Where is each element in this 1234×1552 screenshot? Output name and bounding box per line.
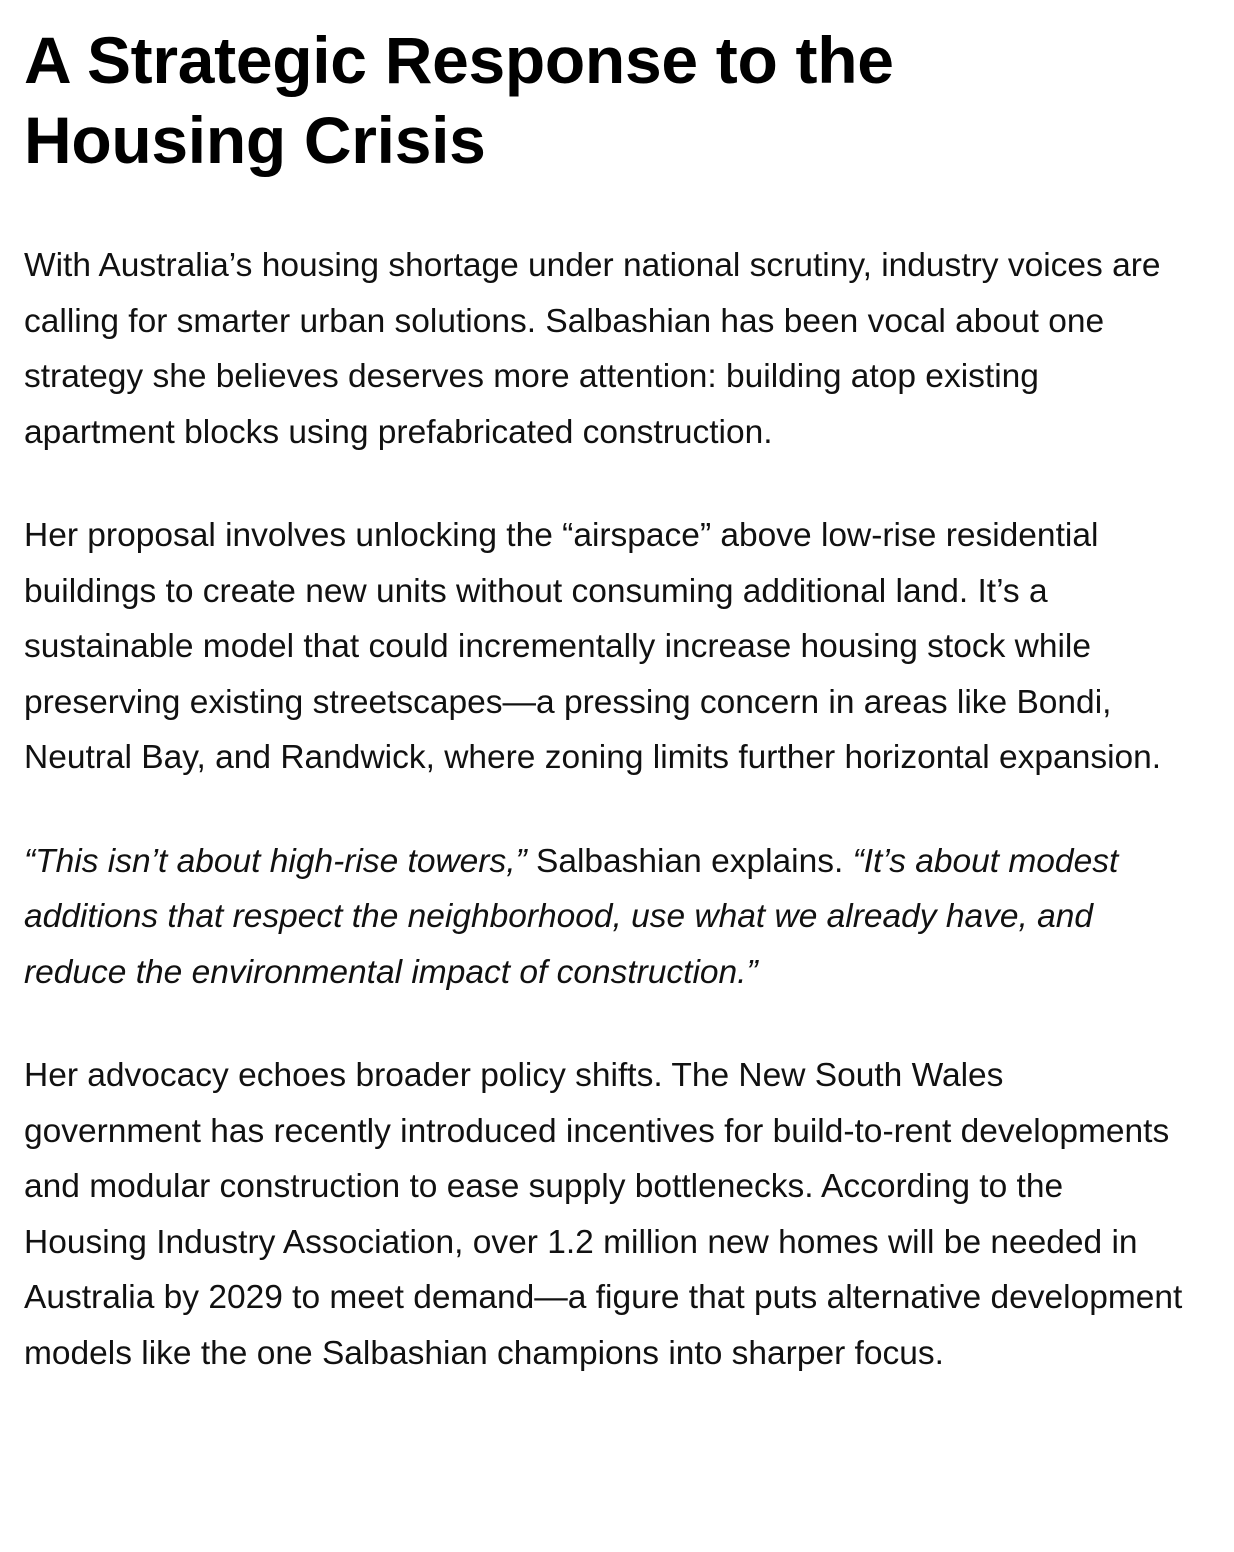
paragraph-housing-shortage: With Australia’s housing shortage under national scrutiny, industry voices are calling for smarter urban solutions. Salbashian has been vocal about one strategy she believes deserves more attention: building atop existing apartment blocks using prefabricated construction. [24, 247, 1161, 451]
quote-part-one: “This isn’t about high-rise towers,” [24, 842, 527, 880]
paragraph-airspace-proposal: Her proposal involves unlocking the “airspace” above low-rise residential buildings to create new units without consuming additional land. It’s a sustainable model that could incrementally increase housing stock while preserving existing streetscapes—a pressing concern in areas like Bondi, Neutral Bay, and Randwick, where zoning limits further horizontal expansion. [24, 517, 1162, 776]
paragraph-salbashian-quote [24, 834, 1204, 1001]
quote-part-two: “It’s about modest additions that respect the neighborhood, use what we already have, and reduce the environmental impact of construction.” [24, 842, 1119, 991]
quote-attribution: Salbashian explains. [526, 842, 853, 880]
article-headline: A Strategic Response to the Housing Crisis [24, 23, 894, 177]
paragraph-policy-shifts: Her advocacy echoes broader policy shifts. The New South Wales government has recently introduced incentives for build-to-rent developments and modular construction to ease supply bottlenecks. According to the Housing Industry Association, over 1.2 million new homes will be needed in Australia by 2029 to meet demand—a figure that puts alternative development models like the one Salbashian champions into sharper focus. [24, 1057, 1183, 1372]
